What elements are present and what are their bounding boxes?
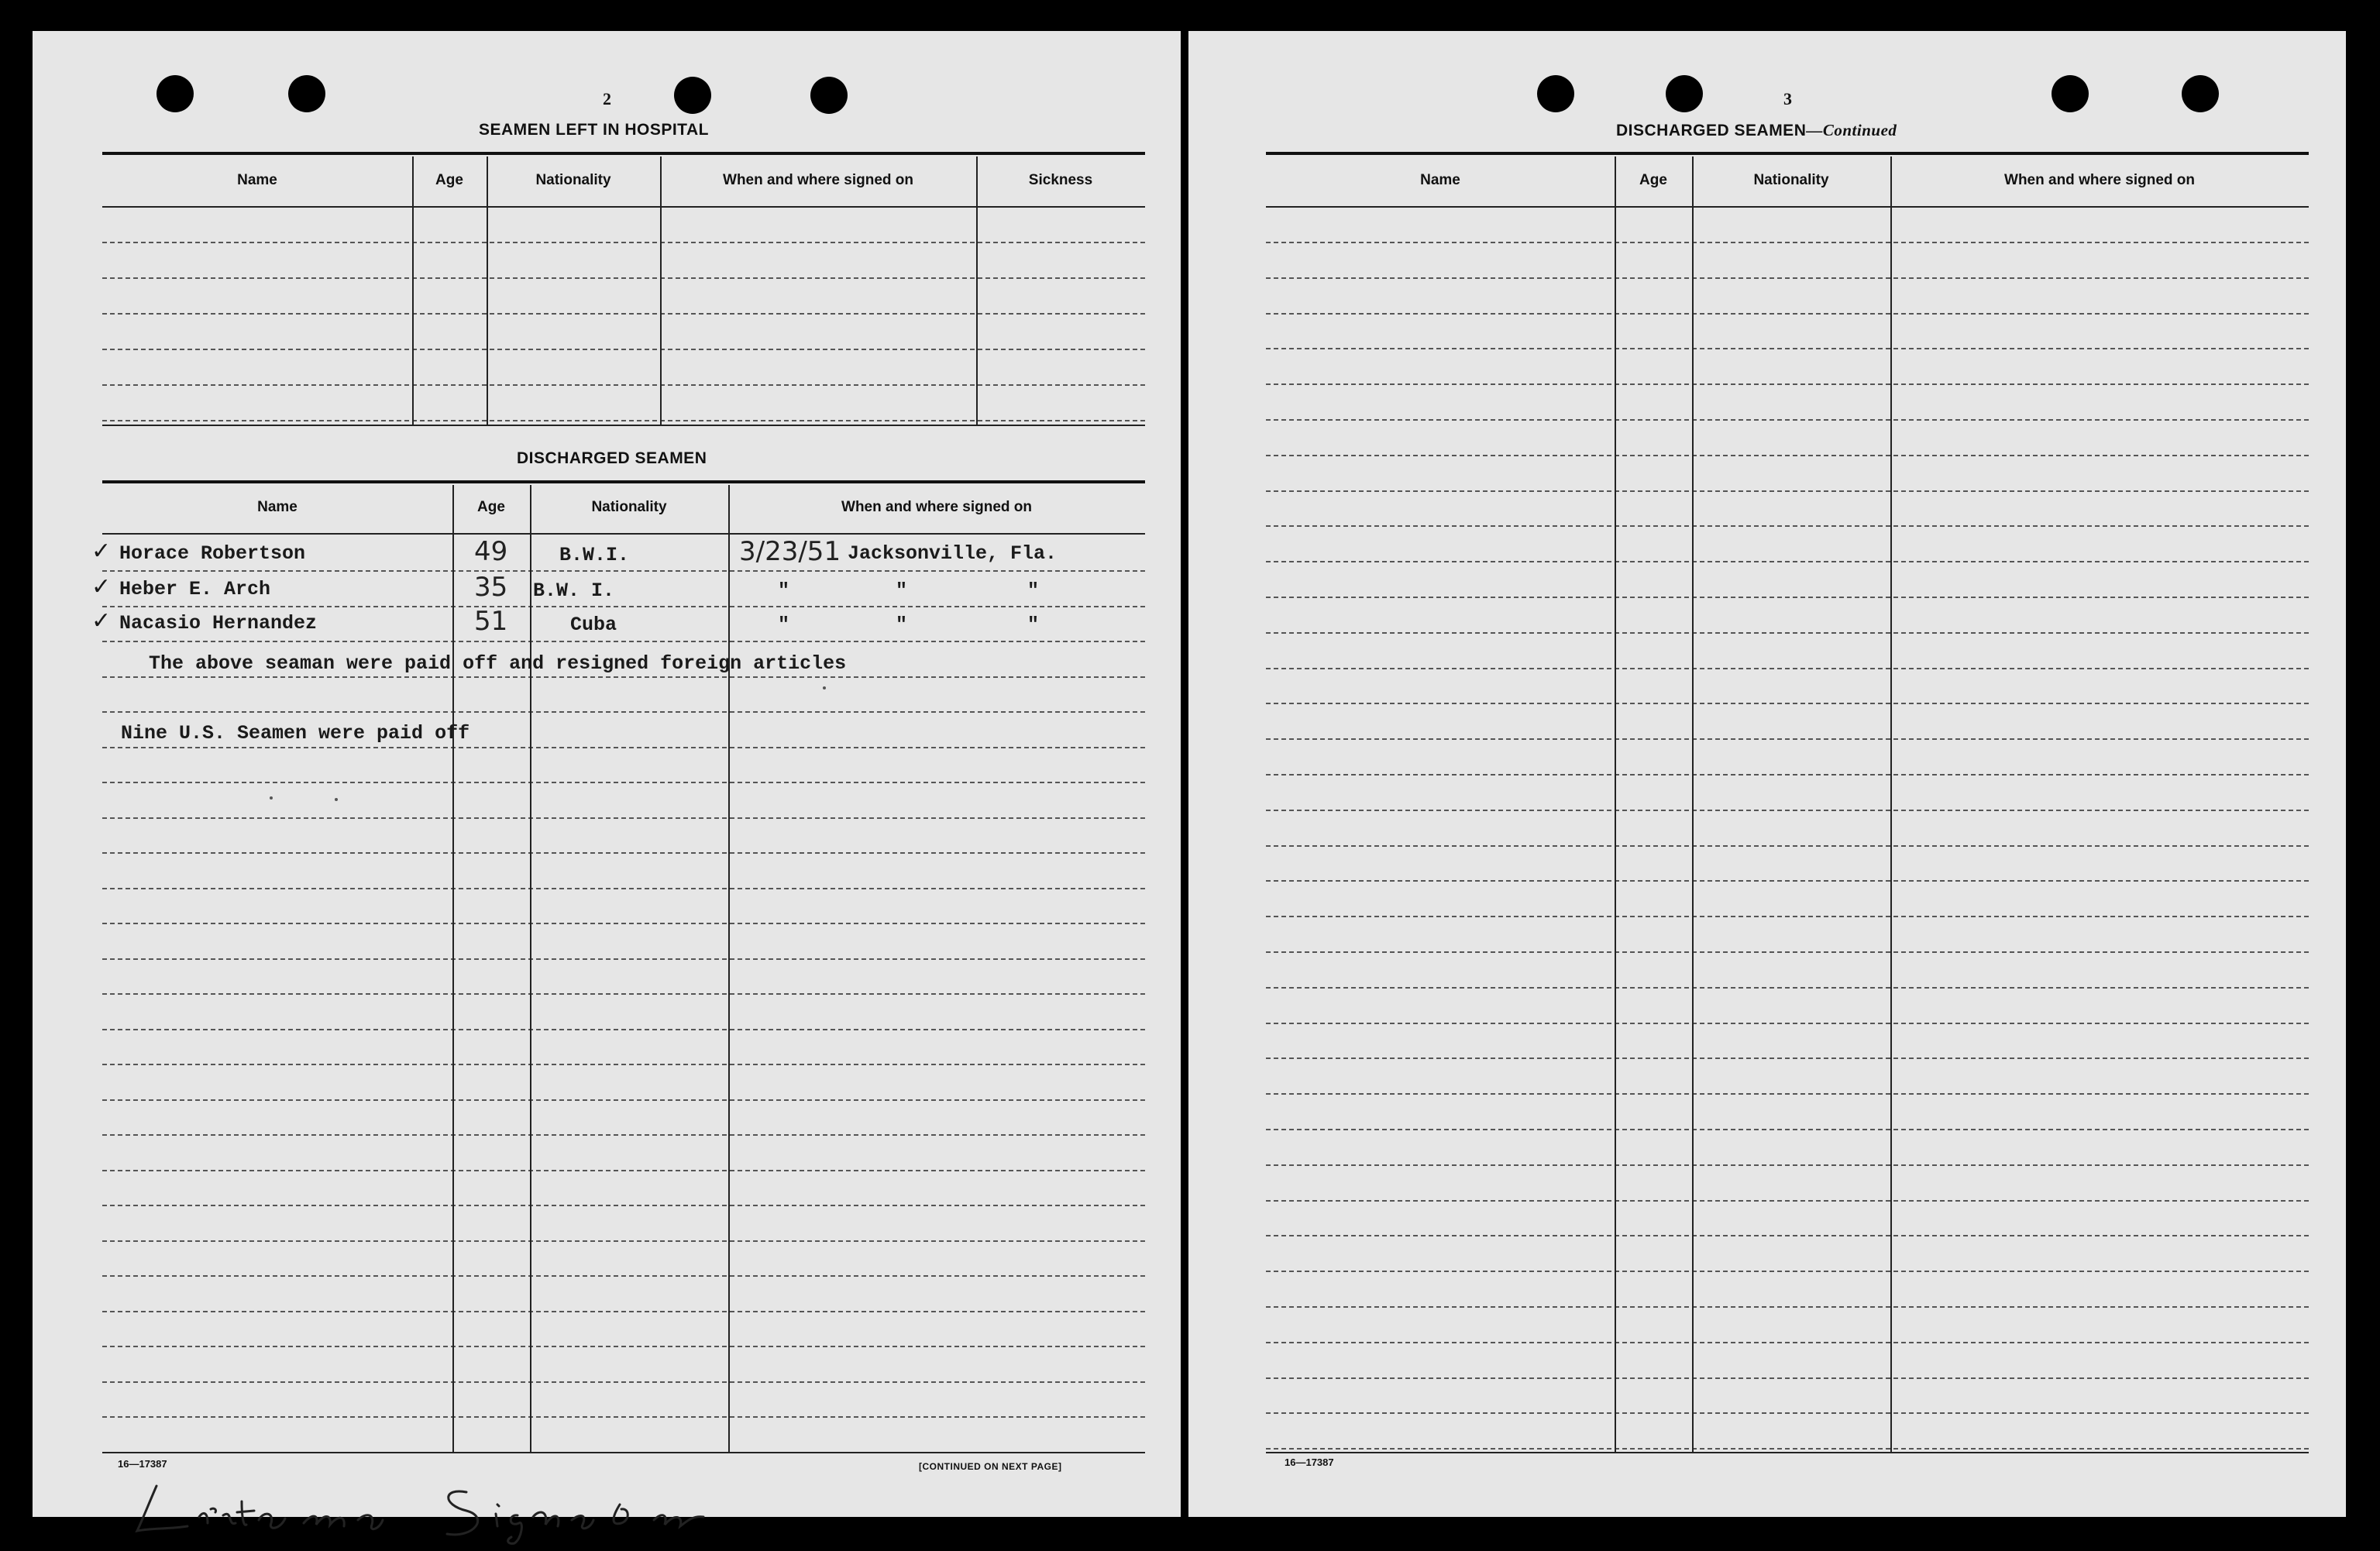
col-header-name: Name [1420,172,1460,188]
row-line [102,606,1145,607]
row-line [102,1064,1145,1065]
row-line [1266,597,2309,598]
row-line [1266,668,2309,669]
check-mark: ✓ [91,573,112,600]
row-line [1266,561,2309,562]
row-line [1266,455,2309,456]
row-line [102,747,1145,748]
row-line [102,1240,1145,1242]
signed-on-place: Jacksonville, Fla. [848,542,1058,565]
rule [1266,206,2309,208]
row-line [1266,242,2309,243]
row-line [102,1275,1145,1277]
row-line [1266,916,2309,917]
check-mark: ✓ [91,607,112,634]
row-line [102,1029,1145,1030]
row-line [102,852,1145,854]
row-line [1266,1129,2309,1130]
col-line [530,485,531,1452]
seaman-nationality: B.W.I. [559,544,630,566]
col-header-name: Name [237,172,277,188]
col-line [412,156,414,426]
rule [1266,152,2309,155]
row-line [102,923,1145,924]
row-line [1266,632,2309,634]
col-header-signed-on: When and where signed on [2004,172,2195,188]
seaman-name: Nacasio Hernandez [119,612,318,634]
ditto-mark: " [778,614,790,636]
row-line [1266,1023,2309,1024]
col-header-age: Age [435,172,463,188]
speck [823,686,826,690]
punch-hole [2182,75,2219,112]
col-header-age: Age [1639,172,1667,188]
row-line [1266,1058,2309,1059]
row-line [102,1099,1145,1101]
row-line [102,1381,1145,1383]
discharged-continued-title [1616,121,1897,140]
col-line [976,156,978,426]
signed-on-date: 3/23/51 [739,536,841,567]
col-header-age: Age [477,499,505,515]
row-line [1266,1448,2309,1450]
rule [102,1452,1145,1453]
seaman-age: 51 [474,606,508,637]
row-line [102,888,1145,889]
col-header-name: Name [257,499,298,515]
handwritten-signature [133,1469,815,1546]
title-main: DISCHARGED SEAMEN [1616,122,1807,139]
row-line [1266,419,2309,421]
row-line [102,676,1145,678]
punch-hole [810,77,848,114]
row-line [1266,313,2309,315]
row-line [102,1346,1145,1347]
col-line [487,156,488,426]
col-line [728,485,730,1452]
rule [102,206,1145,208]
seaman-nationality: B.W. I. [533,579,615,602]
row-line [1266,348,2309,349]
seaman-name: Heber E. Arch [119,578,271,600]
ditto-mark: " [896,579,908,602]
check-mark: ✓ [91,538,112,565]
row-line [1266,1377,2309,1379]
row-line [102,570,1145,572]
ditto-mark: " [896,614,908,636]
page-number: 2 [603,89,611,108]
ditto-mark: " [778,579,790,602]
row-line [102,1205,1145,1206]
left-page [33,31,1181,1517]
col-header-signed-on: When and where signed on [723,172,913,188]
row-line [1266,880,2309,882]
col-line [452,485,454,1452]
punch-hole [288,75,325,112]
continued-on-next-page: [CONTINUED ON NEXT PAGE] [919,1461,1062,1472]
col-header-nationality: Nationality [591,499,667,515]
row-line [102,349,1145,350]
row-line [102,1416,1145,1418]
row-line [102,1170,1145,1171]
row-line [1266,1164,2309,1166]
row-line [1266,1271,2309,1272]
row-line [102,313,1145,315]
row-line [102,817,1145,819]
rule [1266,1452,2309,1453]
seaman-age: 49 [474,536,508,567]
row-line [1266,774,2309,776]
ditto-mark: " [1027,614,1040,636]
hospital-section-title: SEAMEN LEFT IN HOSPITAL [479,121,709,139]
row-line [102,242,1145,243]
col-header-nationality: Nationality [535,172,611,188]
form-number: 16—17387 [1285,1456,1334,1468]
seaman-nationality: Cuba [570,614,617,636]
col-line [1890,156,1892,1452]
row-line [1266,525,2309,527]
seaman-age: 35 [474,572,508,603]
row-line [102,1134,1145,1136]
speck [335,798,338,801]
note-us-seamen: Nine U.S. Seamen were paid off [121,722,470,745]
speck [270,796,273,800]
row-line [102,641,1145,642]
row-line [1266,383,2309,385]
row-line [1266,951,2309,953]
row-line [1266,810,2309,811]
seaman-name: Horace Robertson [119,542,306,565]
row-line [1266,1342,2309,1343]
discharged-section-title: DISCHARGED SEAMEN [517,449,707,467]
col-line [1692,156,1694,1452]
col-header-signed-on: When and where signed on [841,499,1032,515]
ditto-mark: " [1027,579,1040,602]
page-number: 3 [1783,89,1792,108]
punch-hole [2052,75,2089,112]
row-line [1266,1412,2309,1414]
col-line [660,156,662,426]
right-page [1188,31,2346,1517]
note-paid-off-foreign: The above seaman were paid off and resigned foreign articles [149,652,847,675]
punch-hole [1666,75,1703,112]
row-line [1266,1093,2309,1095]
punch-hole [1537,75,1574,112]
row-line [1266,1306,2309,1308]
title-continued: —Continued [1806,121,1897,139]
rule [102,425,1145,426]
row-line [102,277,1145,279]
col-header-sickness: Sickness [1028,172,1093,188]
row-line [1266,845,2309,847]
row-line [102,420,1145,421]
row-line [102,711,1145,713]
punch-hole [674,77,711,114]
col-line [1615,156,1616,1452]
rule [102,152,1145,155]
row-line [102,782,1145,783]
form-number: 16—17387 [118,1458,167,1470]
row-line [102,1311,1145,1312]
rule [102,480,1145,483]
punch-hole [156,75,194,112]
row-line [1266,703,2309,704]
row-line [1266,738,2309,740]
row-line [102,384,1145,386]
row-line [1266,490,2309,492]
row-line [1266,1200,2309,1202]
row-line [1266,1235,2309,1236]
row-line [1266,987,2309,989]
col-header-nationality: Nationality [1753,172,1829,188]
rule [102,533,1145,535]
row-line [102,958,1145,960]
row-line [1266,277,2309,279]
row-line [102,993,1145,995]
